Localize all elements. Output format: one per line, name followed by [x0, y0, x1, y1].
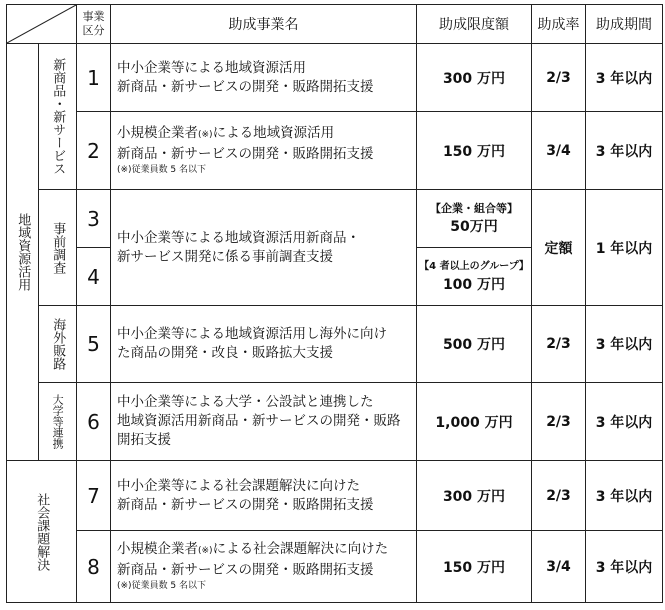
- table-row: [7, 383, 663, 461]
- row-name: 中小企業等による大学・公設試と連携した 地域資源活用新商品・新サービスの開発・販路 開拓支援: [111, 383, 417, 461]
- row-number: 7: [77, 461, 111, 531]
- table-row: [7, 112, 663, 190]
- row-number: 6: [77, 383, 111, 461]
- header-row: [7, 5, 663, 44]
- row-rate: 2/3: [532, 44, 586, 112]
- header-name: 助成事業名: [111, 5, 417, 44]
- header-rate: 助成率: [532, 5, 586, 44]
- row-amount: 300 万円: [417, 461, 532, 531]
- group-shakai: 社会課題解決: [7, 461, 77, 603]
- row-number: 5: [77, 306, 111, 383]
- subsidy-table: [6, 4, 663, 603]
- row-name: 小規模企業者(※)による地域資源活用 新商品・新サービスの開発・販路開拓支援 (※)従業員数 5 名以下: [111, 112, 417, 190]
- row-number: 1: [77, 44, 111, 112]
- row-period: 3 年以内: [586, 306, 663, 383]
- row-number: 8: [77, 531, 111, 603]
- row-amount: 【4 者以上のグループ】 100 万円: [417, 248, 532, 306]
- row-period: 3 年以内: [586, 461, 663, 531]
- row-rate: 2/3: [532, 383, 586, 461]
- row-name: 中小企業等による地域資源活用新商品・ 新サービス開発に係る事前調査支援: [111, 190, 417, 306]
- row-rate: 2/3: [532, 306, 586, 383]
- row-rate: 3/4: [532, 112, 586, 190]
- row-amount: 【企業・組合等】 50万円: [417, 190, 532, 248]
- row-number: 4: [77, 248, 111, 306]
- row-name: 中小企業等による地域資源活用し海外に向け た商品の開発・改良・販路拡大支援: [111, 306, 417, 383]
- row-amount: 300 万円: [417, 44, 532, 112]
- row-note: (※)従業員数 5 名以下: [117, 581, 207, 591]
- table-row: [7, 461, 663, 531]
- header-period: 助成期間: [586, 5, 663, 44]
- row-name: 小規模企業者(※)による社会課題解決に向けた 新商品・新サービスの開発・販路開拓支援 (※)従業員数 5 名以下: [111, 531, 417, 603]
- row-number: 2: [77, 112, 111, 190]
- sub-daigaku: 大学等連携: [39, 383, 77, 461]
- row-rate: 定額: [532, 190, 586, 306]
- row-name: 中小企業等による地域資源活用 新商品・新サービスの開発・販路開拓支援: [111, 44, 417, 112]
- table-row: [7, 190, 663, 248]
- row-period: 3 年以内: [586, 383, 663, 461]
- row-rate: 2/3: [532, 461, 586, 531]
- group-chiiki: 地域資源活用: [7, 44, 39, 461]
- row-name: 中小企業等による社会課題解決に向けた 新商品・新サービスの開発・販路開拓支援: [111, 461, 417, 531]
- row-amount: 500 万円: [417, 306, 532, 383]
- sub-kaigai: 海外販路: [39, 306, 77, 383]
- sub-jizen: 事前調査: [39, 190, 77, 306]
- row-note: (※)従業員数 5 名以下: [117, 165, 207, 175]
- sub-shinshohin: 新商品・新サービス: [39, 44, 77, 190]
- row-amount: 150 万円: [417, 112, 532, 190]
- row-amount: 150 万円: [417, 531, 532, 603]
- row-period: 3 年以内: [586, 112, 663, 190]
- table-row: [7, 44, 663, 112]
- header-corner-cell: [7, 5, 77, 44]
- row-amount: 1,000 万円: [417, 383, 532, 461]
- table-row: [7, 306, 663, 383]
- table-row: [7, 531, 663, 603]
- header-limit: 助成限度額: [417, 5, 532, 44]
- row-number: 3: [77, 190, 111, 248]
- row-period: 3 年以内: [586, 531, 663, 603]
- row-period: 3 年以内: [586, 44, 663, 112]
- row-period: 1 年以内: [586, 190, 663, 306]
- header-kubun: 事業 区分: [77, 5, 111, 44]
- row-rate: 3/4: [532, 531, 586, 603]
